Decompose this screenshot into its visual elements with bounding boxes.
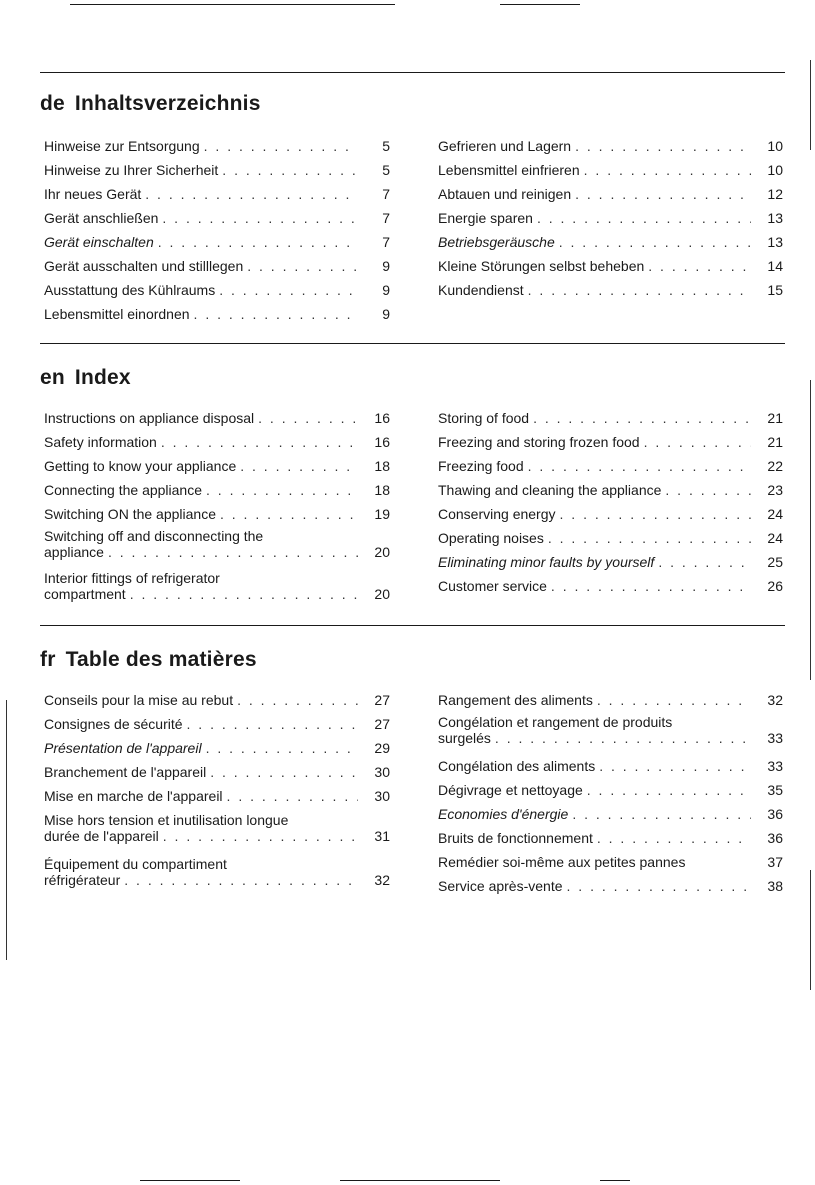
right-edge-mark	[810, 60, 811, 150]
entry-page: 10	[767, 162, 783, 178]
top-edge-rule	[500, 4, 580, 5]
toc-entry[interactable]	[44, 186, 390, 202]
entry-page: 32	[374, 872, 390, 888]
entry-page: 33	[767, 730, 783, 746]
toc-entry[interactable]	[44, 482, 390, 498]
toc-entry[interactable]	[44, 410, 390, 426]
bottom-edge-rule	[140, 1180, 240, 1181]
entry-page: 32	[767, 692, 783, 708]
toc-section-de	[40, 92, 785, 332]
section-heading	[40, 648, 257, 672]
entry-page: 26	[767, 578, 783, 594]
entry-label: Hinweise zur Entsorgung	[44, 138, 200, 154]
entry-page: 9	[382, 306, 390, 322]
entry-label: Présentation de l'appareil	[44, 740, 202, 756]
toc-entry[interactable]	[438, 854, 783, 870]
entry-label: Eliminating minor faults by yourself	[438, 554, 655, 570]
entry-label: Switching ON the appliance	[44, 506, 216, 522]
top-edge-rule	[70, 4, 395, 5]
entry-label: Storing of food	[438, 410, 530, 426]
entry-page: 29	[374, 740, 390, 756]
entry-label: Connecting the appliance	[44, 482, 203, 498]
toc-entry[interactable]	[438, 806, 783, 822]
toc-section-fr	[40, 648, 785, 908]
entry-page: 23	[767, 482, 783, 498]
toc-entry[interactable]	[44, 162, 390, 178]
entry-page: 16	[374, 434, 390, 450]
toc-entry[interactable]	[438, 530, 783, 546]
entry-label: appliance	[44, 544, 104, 560]
entry-label: Customer service	[438, 578, 547, 594]
entry-page: 22	[767, 458, 783, 474]
entry-label: Safety information	[44, 434, 157, 450]
toc-entry[interactable]	[44, 306, 390, 322]
entry-label: Hinweise zu Ihrer Sicherheit	[44, 162, 219, 178]
entry-label: Operating noises	[438, 530, 544, 546]
toc-entry[interactable]	[44, 458, 390, 474]
toc-entry[interactable]	[44, 506, 390, 522]
entry-page: 9	[382, 258, 390, 274]
entry-page: 24	[767, 506, 783, 522]
entry-page: 16	[374, 410, 390, 426]
entry-label: Gerät ausschalten und stilllegen	[44, 258, 244, 274]
entry-page: 35	[767, 782, 783, 798]
entry-label: Conseils pour la mise au rebut	[44, 692, 234, 708]
entry-label-line1: Équipement du compartiment	[44, 856, 227, 872]
entry-page: 19	[374, 506, 390, 522]
toc-entry[interactable]	[44, 528, 390, 560]
entry-label: Lebensmittel einordnen	[44, 306, 190, 322]
entry-label: Gerät einschalten	[44, 234, 154, 250]
language-code: en	[40, 366, 65, 389]
bottom-edge-rule	[340, 1180, 500, 1181]
toc-entry[interactable]	[44, 856, 390, 888]
toc-entry[interactable]	[44, 716, 390, 732]
entry-page: 15	[767, 282, 783, 298]
toc-entry[interactable]	[44, 570, 390, 602]
entry-label: Lebensmittel einfrieren	[438, 162, 580, 178]
toc-entry[interactable]	[438, 162, 783, 178]
entry-page: 14	[767, 258, 783, 274]
entry-page: 18	[374, 458, 390, 474]
toc-entry[interactable]	[438, 458, 783, 474]
section-rule	[40, 625, 785, 626]
right-edge-mark	[810, 380, 811, 680]
toc-entry[interactable]	[438, 714, 783, 746]
toc-entry[interactable]	[438, 434, 783, 450]
entry-label: Conserving energy	[438, 506, 556, 522]
entry-label: Getting to know your appliance	[44, 458, 237, 474]
entry-label-line1: Interior fittings of refrigerator	[44, 570, 220, 586]
entry-label: Betriebsgeräusche	[438, 234, 555, 250]
section-title: Table des matières	[65, 648, 257, 671]
entry-label: Kleine Störungen selbst beheben	[438, 258, 645, 274]
toc-entry[interactable]	[44, 234, 390, 250]
toc-entry[interactable]	[44, 282, 390, 298]
entry-page: 24	[767, 530, 783, 546]
entry-label: Branchement de l'appareil	[44, 764, 207, 780]
entry-label: Kundendienst	[438, 282, 524, 298]
entry-label: surgelés	[438, 730, 491, 746]
entry-label: Instructions on appliance disposal	[44, 410, 255, 426]
entry-label: Ausstattung des Kühlraums	[44, 282, 216, 298]
toc-entry[interactable]	[438, 482, 783, 498]
section-rule	[40, 72, 785, 73]
left-edge-mark	[6, 700, 7, 960]
toc-entry[interactable]	[438, 258, 783, 274]
entry-label: Thawing and cleaning the appliance	[438, 482, 662, 498]
entry-page: 20	[374, 586, 390, 602]
right-edge-mark	[810, 870, 811, 990]
section-title: Index	[74, 366, 131, 389]
toc-entry[interactable]	[438, 578, 783, 594]
entry-page: 30	[374, 764, 390, 780]
toc-entry[interactable]	[438, 186, 783, 202]
entry-page: 30	[374, 788, 390, 804]
entry-label: Rangement des aliments	[438, 692, 593, 708]
entry-page: 33	[767, 758, 783, 774]
entry-page: 5	[382, 138, 390, 154]
entry-label: Consignes de sécurité	[44, 716, 183, 732]
entry-page: 7	[382, 234, 390, 250]
entry-label: Energie sparen	[438, 210, 533, 226]
toc-entry[interactable]	[438, 410, 783, 426]
section-rule	[40, 343, 785, 344]
entry-page: 36	[767, 806, 783, 822]
entry-page: 25	[767, 554, 783, 570]
toc-entry[interactable]	[438, 210, 783, 226]
toc-entry[interactable]	[438, 758, 783, 774]
entry-page: 18	[374, 482, 390, 498]
entry-page: 10	[767, 138, 783, 154]
entry-page: 5	[382, 162, 390, 178]
toc-entry[interactable]	[438, 506, 783, 522]
entry-page: 13	[767, 210, 783, 226]
toc-entry[interactable]	[438, 554, 783, 570]
entry-page: 7	[382, 210, 390, 226]
entry-label: Freezing and storing frozen food	[438, 434, 640, 450]
toc-entry[interactable]	[438, 830, 783, 846]
language-code: de	[40, 92, 65, 115]
entry-page: 13	[767, 234, 783, 250]
entry-label: Remédier soi-même aux petites pannes	[438, 854, 686, 870]
toc-entry[interactable]	[438, 878, 783, 894]
section-heading	[40, 366, 131, 390]
toc-entry[interactable]	[44, 740, 390, 756]
toc-entry[interactable]	[44, 812, 390, 844]
language-code: fr	[40, 648, 56, 671]
toc-entry[interactable]	[438, 282, 783, 298]
entry-page: 27	[374, 716, 390, 732]
toc-section-en	[40, 366, 785, 616]
entry-label: réfrigérateur	[44, 872, 121, 888]
toc-entry[interactable]	[438, 138, 783, 154]
toc-entry[interactable]	[44, 764, 390, 780]
entry-label-line1: Congélation et rangement de produits	[438, 714, 673, 730]
toc-entry[interactable]	[438, 782, 783, 798]
section-heading	[40, 92, 261, 116]
bottom-edge-rule	[600, 1180, 630, 1181]
entry-label-line1: Mise hors tension et inutilisation longue	[44, 812, 289, 828]
entry-label: Economies d'énergie	[438, 806, 569, 822]
toc-entry[interactable]	[44, 258, 390, 274]
toc-entry[interactable]	[44, 788, 390, 804]
entry-page: 12	[767, 186, 783, 202]
toc-entry[interactable]	[438, 692, 783, 708]
entry-label: Dégivrage et nettoyage	[438, 782, 583, 798]
entry-page: 38	[767, 878, 783, 894]
toc-entry[interactable]	[438, 234, 783, 250]
toc-entry[interactable]	[44, 210, 390, 226]
entry-label: Abtauen und reinigen	[438, 186, 572, 202]
entry-label: durée de l'appareil	[44, 828, 159, 844]
entry-page: 27	[374, 692, 390, 708]
section-title: Inhaltsverzeichnis	[74, 92, 261, 115]
entry-label: Service après-vente	[438, 878, 563, 894]
entry-label: Gefrieren und Lagern	[438, 138, 572, 154]
entry-label: Bruits de fonctionnement	[438, 830, 593, 846]
toc-entry[interactable]	[44, 138, 390, 154]
entry-page: 20	[374, 544, 390, 560]
entry-page: 37	[767, 854, 783, 870]
entry-label: Gerät anschließen	[44, 210, 159, 226]
entry-label: Ihr neues Gerät	[44, 186, 142, 202]
entry-label: compartment	[44, 586, 126, 602]
entry-page: 21	[767, 434, 783, 450]
entry-page: 9	[382, 282, 390, 298]
toc-entry[interactable]	[44, 692, 390, 708]
entry-page: 21	[767, 410, 783, 426]
entry-label-line1: Switching off and disconnecting the	[44, 528, 264, 544]
entry-label: Mise en marche de l'appareil	[44, 788, 223, 804]
entry-page: 31	[374, 828, 390, 844]
entry-label: Congélation des aliments	[438, 758, 596, 774]
toc-entry[interactable]	[44, 434, 390, 450]
entry-page: 7	[382, 186, 390, 202]
entry-label: Freezing food	[438, 458, 524, 474]
entry-page: 36	[767, 830, 783, 846]
